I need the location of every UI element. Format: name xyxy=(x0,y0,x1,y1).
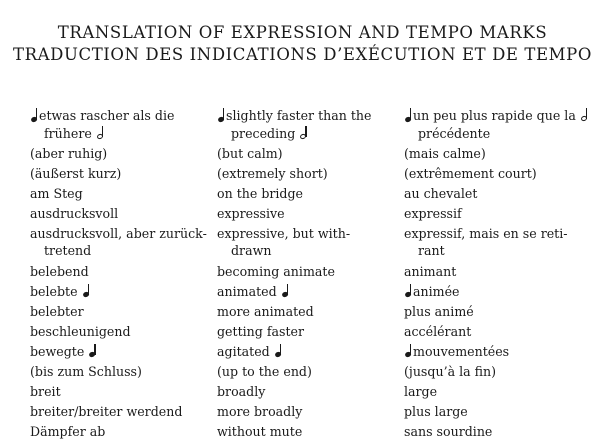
cell-german: (bis zum Schluss) xyxy=(30,364,142,380)
cell-german: Dämpfer ab xyxy=(30,424,106,440)
quarter-note-icon xyxy=(31,110,38,121)
table-row xyxy=(30,403,590,421)
quarter-note-icon xyxy=(405,286,412,297)
cell-german: breit xyxy=(30,384,61,400)
table-row xyxy=(30,303,590,321)
quarter-note-icon xyxy=(282,286,289,297)
table-row xyxy=(30,165,590,183)
quarter-note-icon xyxy=(275,346,282,357)
table-row xyxy=(30,343,590,361)
cell-french: mouvementées xyxy=(404,343,590,361)
cell-french: large xyxy=(404,384,438,400)
cell-english: more animated xyxy=(217,303,314,319)
cell-french: un peu plus rapide que la précédente xyxy=(404,107,590,142)
half-note-icon xyxy=(581,110,588,121)
cell-french: expressif xyxy=(404,205,462,221)
cell-french: sans sourdine xyxy=(404,424,493,440)
cell-french: plus animé xyxy=(404,303,474,319)
quarter-note-icon xyxy=(83,286,90,297)
cell-french: (extrêmement court) xyxy=(404,165,537,181)
table-row xyxy=(30,283,590,301)
cell-french: animée xyxy=(404,283,590,301)
cell-french: au chevalet xyxy=(404,185,478,201)
cell-french: (jusqu’à la fin) xyxy=(404,364,497,380)
cell-english: without mute xyxy=(217,424,303,440)
cell-german: ausdrucksvoll xyxy=(30,205,119,221)
table-row xyxy=(30,323,590,341)
cell-german: am Steg xyxy=(30,185,83,201)
table-row xyxy=(30,185,590,203)
cell-english: agitated xyxy=(217,343,404,361)
table-row xyxy=(30,107,590,142)
table-row xyxy=(30,363,590,381)
quarter-note-icon xyxy=(218,110,225,121)
cell-german: belebte xyxy=(30,283,217,301)
cell-french: accélérant xyxy=(404,323,472,339)
cell-german: beschleunigend xyxy=(30,323,131,339)
cell-german: (aber ruhig) xyxy=(30,145,108,161)
table-row xyxy=(30,423,590,441)
half-note-icon xyxy=(97,128,104,139)
cell-english: getting faster xyxy=(217,323,305,339)
title-english: TRANSLATION OF EXPRESSION AND TEMPO MARKS xyxy=(57,23,548,42)
cell-french: expressif, mais en se reti- rant xyxy=(404,225,568,259)
cell-german: etwas rascher als die frühere xyxy=(30,107,217,142)
title-block xyxy=(0,22,605,66)
table-row xyxy=(30,225,590,260)
cell-english: on the bridge xyxy=(217,185,304,201)
cell-english: (but calm) xyxy=(217,145,283,161)
table-row xyxy=(30,383,590,401)
cell-english: becoming animate xyxy=(217,263,335,279)
cell-english: expressive, but with- drawn xyxy=(217,225,351,259)
quarter-note-icon xyxy=(89,346,96,357)
title-french: TRADUCTION DES INDICATIONS D’EXÉCUTION ET DE TEMPO xyxy=(13,45,592,64)
cell-german: bewegte xyxy=(30,343,217,361)
cell-english: slightly faster than the preceding xyxy=(217,107,404,142)
cell-english: (extremely short) xyxy=(217,165,328,181)
cell-german: ausdrucksvoll, aber zurück- tretend xyxy=(30,225,207,259)
cell-german: breiter/breiter werdend xyxy=(30,404,183,420)
quarter-note-icon xyxy=(405,346,412,357)
cell-french: plus large xyxy=(404,404,468,420)
translation-table xyxy=(30,107,590,443)
cell-english: animated xyxy=(217,283,404,301)
cell-german: (äußerst kurz) xyxy=(30,165,122,181)
cell-english: expressive xyxy=(217,205,285,221)
table-row xyxy=(30,205,590,223)
cell-english: broadly xyxy=(217,384,266,400)
cell-english: (up to the end) xyxy=(217,364,312,380)
quarter-note-icon xyxy=(405,110,412,121)
table-row xyxy=(30,145,590,163)
cell-english: more broadly xyxy=(217,404,303,420)
half-note-icon xyxy=(300,128,307,139)
cell-german: belebter xyxy=(30,303,84,319)
table-row xyxy=(30,263,590,281)
cell-german: belebend xyxy=(30,263,89,279)
cell-french: animant xyxy=(404,263,457,279)
cell-french: (mais calme) xyxy=(404,145,486,161)
